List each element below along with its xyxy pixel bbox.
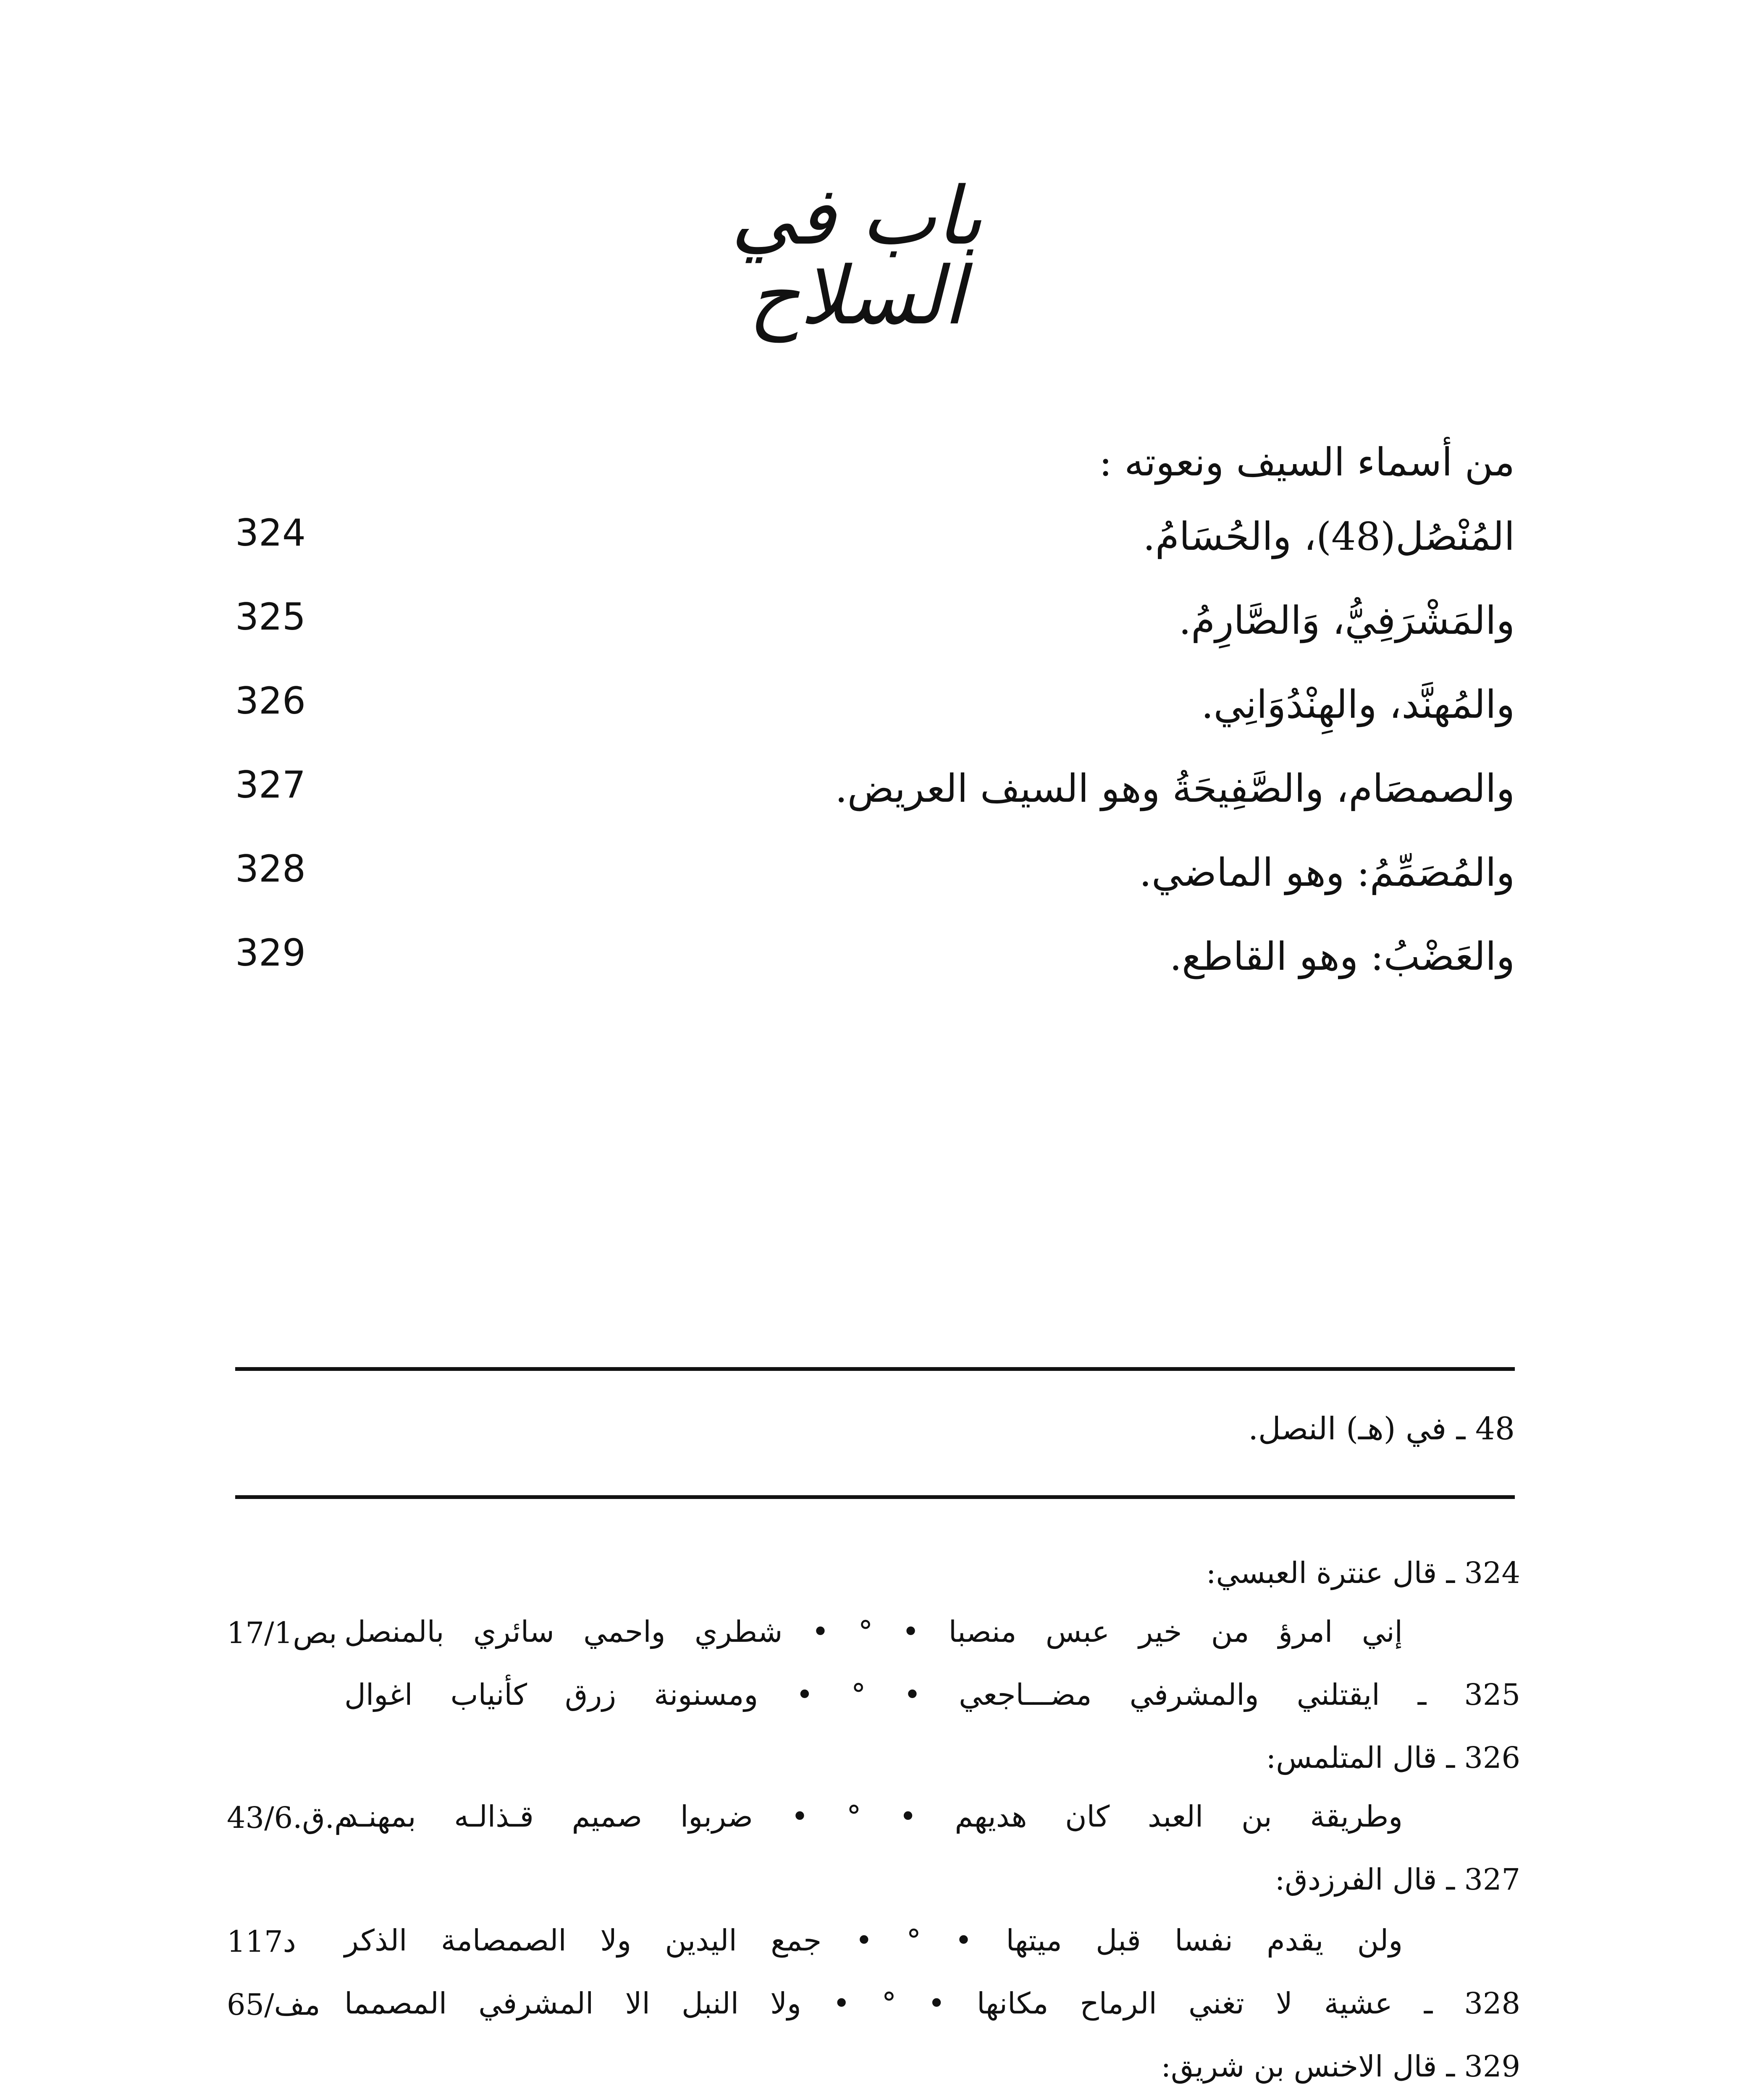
source-row	[227, 1798, 1520, 1848]
source-heading: 324 ـ قال عنترة العبسي:	[1206, 1556, 1520, 1590]
entry-number: 329	[235, 931, 306, 974]
entry-number: 326	[235, 679, 306, 722]
entry-number: 328	[235, 847, 306, 890]
source-row	[227, 1984, 1520, 2035]
entry-text: والصمصَام، والصَّفِيحَةُ وهو السيف العريض.	[835, 766, 1515, 811]
source-row	[227, 1922, 1520, 1972]
source-reference: م.ق.43/6	[227, 1801, 353, 1835]
source-row	[227, 1861, 1520, 1911]
verse-line: وطريقة بن العبد كان هديهم • ° • ضربوا صميم قـذالـه بمهنـد	[344, 1799, 1403, 1834]
entry-number: 327	[235, 763, 306, 806]
verse-line: 325 ـ ايقتلني والمشرفي مضـــاجعي • ° • ومسنونة زرق كأنياب اغوال	[344, 1677, 1520, 1712]
source-row	[227, 2048, 1520, 2098]
entry-row	[235, 679, 1515, 750]
source-heading: 327 ـ قال الفرزدق:	[1275, 1862, 1520, 1897]
entry-row	[235, 511, 1515, 582]
verse-line: إني امرؤ من خير عبس منصبا • ° • شطري واحمي سائري بالمنصل	[344, 1614, 1403, 1649]
footnote-bottom-rule	[235, 1495, 1515, 1499]
entry-text: والمُهنَّد، والهِنْدُوَانِي.	[1201, 682, 1515, 727]
source-row	[227, 1554, 1520, 1604]
footnote-text: 48 ـ في (هـ) النصل.	[1248, 1411, 1515, 1447]
verse-line: 328 ـ عشية لا تغني الرماح مكانها • ° • ولا النبل الا المشرفي المصمما	[344, 1986, 1520, 2021]
source-row	[227, 1613, 1520, 1663]
source-row	[227, 1739, 1520, 1789]
entry-row	[235, 763, 1515, 834]
source-reference: د117	[227, 1924, 296, 1959]
chapter-heading: باب في السلاح	[731, 170, 983, 342]
entry-text: المُنْصُل(48)، والحُسَامُ.	[1143, 514, 1515, 559]
entry-text: والعَضْبُ: وهو القاطع.	[1169, 934, 1515, 979]
entry-row	[235, 931, 1515, 1002]
source-row	[227, 1676, 1520, 1726]
verse-line: ولن يقدم نفسا قبل ميتها • ° • جمع اليدين ولا الصمصامة الذكر	[344, 1923, 1403, 1958]
entry-text: والمُصَمِّمُ: وهو الماضي.	[1139, 850, 1515, 895]
entry-row	[235, 595, 1515, 666]
entry-row	[235, 847, 1515, 918]
source-reference: مف/65	[227, 1987, 320, 2022]
entry-text: والمَشْرَفِيُّ، وَالصَّارِمُ.	[1178, 598, 1515, 643]
entry-number: 324	[235, 511, 306, 554]
footnote-top-rule	[235, 1367, 1515, 1371]
entry-number: 325	[235, 595, 306, 638]
section-intro: من أسماء السيف ونعوته :	[1099, 440, 1515, 485]
source-heading: 329 ـ قال الاخنس بن شريق:	[1161, 2049, 1520, 2084]
source-heading: 326 ـ قال المتلمس:	[1266, 1740, 1520, 1775]
source-reference: بص17/1	[227, 1616, 337, 1650]
